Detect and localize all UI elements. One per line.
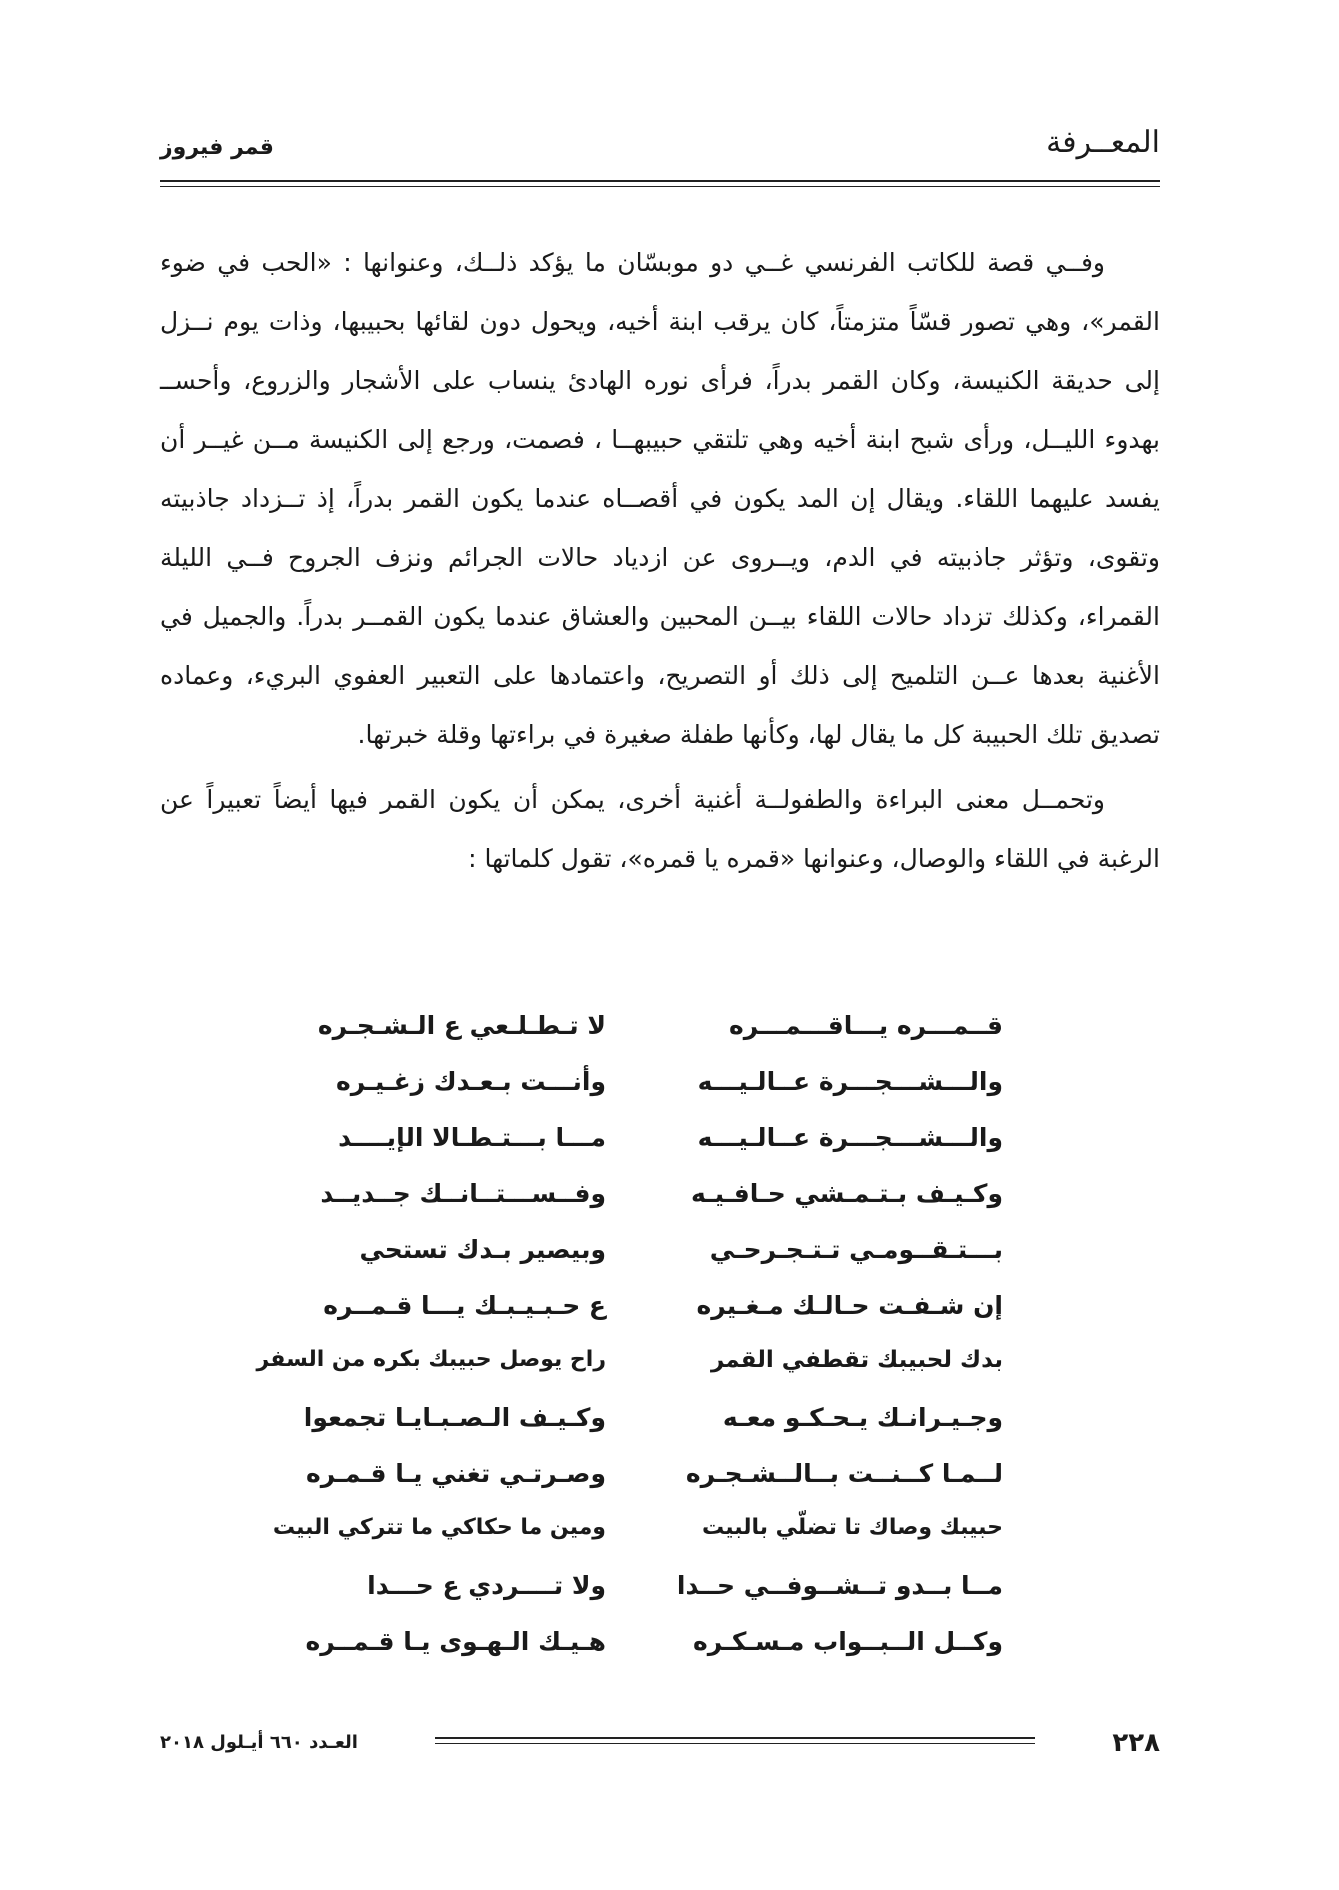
verse-left: وكـيـف الـصـبـايـا تجمعوا: [303, 1403, 606, 1432]
verse-left: وفــســـتــانــك جــديــد: [320, 1179, 606, 1208]
verse-left: ولا تــــردي ع حـــدا: [367, 1571, 606, 1600]
verse-right: والـــشـــجـــرة عــالـيـــه: [697, 1123, 1003, 1152]
verse-right: وجـيـرانـك يـحـكـو معـه: [722, 1403, 1003, 1432]
poem-row: [0, 1291, 1339, 1350]
verse-left: هـيـك الـهـوى يـا قـمــره: [305, 1627, 606, 1656]
verse-left: وصـرتـي تغني يـا قـمـره: [306, 1459, 606, 1488]
poem-row: [0, 1067, 1339, 1126]
running-title: قمر فيروز: [160, 135, 274, 160]
verse-right: وكـيـف بـتـمـشي حـافـيـه: [690, 1179, 1003, 1208]
page-footer: [160, 1728, 1160, 1768]
poem-row: [0, 1179, 1339, 1238]
header-rule-thin: [160, 186, 1160, 187]
verse-left: وبيصير بـدك تستحي: [359, 1235, 606, 1264]
article-body: [160, 233, 1160, 888]
verse-right: بـــتـقــومـي تـتـجـرحـي: [709, 1235, 1003, 1264]
poem-row: [0, 1571, 1339, 1630]
poem-row: [0, 1403, 1339, 1462]
poem-row: [0, 1347, 1339, 1406]
verse-left: لا تـطـلـعي ع الـشـجـره: [317, 1011, 606, 1040]
header-rule: [160, 180, 1160, 182]
page-number: ٢٢٨: [1112, 1728, 1160, 1758]
poem-row: [0, 1627, 1339, 1686]
verse-right: حبيبك وصاك تا تضلّي بالبيت: [701, 1515, 1003, 1540]
verse-left: وأنـــت بـعـدك زغـيـره: [335, 1067, 606, 1096]
page-header: [160, 125, 1160, 175]
verse-left: راح يوصل حبيبك بكره من السفر: [256, 1347, 606, 1372]
paragraph: وفــي قصة للكاتب الفرنسي غــي دو موبسّان ما يؤكد ذلــك، وعنوانها : «الحب في ضوء القمر»، وهي تصور قسّاً متزمتاً، كان يرقب ابنة أخيه، ويحول دون لقائها بحبيبها، وذات يوم نــزل إلى حديقة الكنيسة، وكان القمر بدراً، فرأى نوره الهادئ ينساب على الأشجار والزروع، وأحســ بهدوء الليــل، ورأى شبح ابنة أخيه وهي تلتقي حبيبهــا ، فصمت، ورجع إلى الكنيسة مــن غيــر أن يفسد عليهما اللقاء. ويقال إن المد يكون في أقصــاه عندما يكون القمر بدراً، إذ تــزداد جاذبيته وتقوى، وتؤثر جاذبيته في الدم، ويــروى عن ازدياد حالات الجرائم ونزف الجروح فــي الليلة القمراء، وكذلك تزداد حالات اللقاء بيــن المحبين والعشاق عندما يكون القمــر بدراً. والجميل في الأغنية بعدها عــن التلميح إلى ذلك أو التصريح، واعتمادها على التعبير العفوي البريء، وعماده تصديق تلك الحبيبة كل ما يقال لها، وكأنها طفلة صغيرة في براءتها وقلة خبرتها.: [160, 248, 1160, 749]
issue-info: العـدد ٦٦٠ أيـلول ٢٠١٨: [160, 1732, 358, 1753]
poem-row: [0, 1515, 1339, 1574]
verse-left: مـــا بـــتـطـالا الإيــــد: [338, 1123, 606, 1152]
verse-right: مــا بــدو تــشــوفــي حــدا: [676, 1571, 1003, 1600]
poem-row: [0, 1459, 1339, 1518]
magazine-logo: المعــرفة: [1046, 125, 1160, 160]
verse-right: وكــل الــبــواب مـسـكـره: [693, 1627, 1003, 1656]
paragraph: وتحمــل معنى البراءة والطفولــة أغنية أخرى، يمكن أن يكون القمر فيها أيضاً تعبيراً عن الرغبة في اللقاء والوصال، وعنوانها «قمره يا قمره»، تقول كلماتها :: [160, 785, 1160, 873]
verse-right: إن شـفـت حـالـك مـغـيره: [696, 1291, 1003, 1320]
verse-right: قــمـــره يـــاقـــمـــره: [729, 1011, 1003, 1040]
poem-row: [0, 1235, 1339, 1294]
verse-left: ع حـبـيـبـك يـــا قـمــره: [323, 1291, 606, 1320]
verse-left: ومين ما حكاكي ما تتركي البيت: [272, 1515, 606, 1540]
poem: [0, 1011, 1339, 1691]
verse-right: والـــشـــجـــرة عــالـيـــه: [697, 1067, 1003, 1096]
poem-row: [0, 1123, 1339, 1182]
verse-right: لــمـا كــنــت بــالــشـجـره: [685, 1459, 1003, 1488]
poem-row: [0, 1011, 1339, 1070]
verse-right: بدك لحبيبك تقطفي القمر: [710, 1347, 1003, 1373]
